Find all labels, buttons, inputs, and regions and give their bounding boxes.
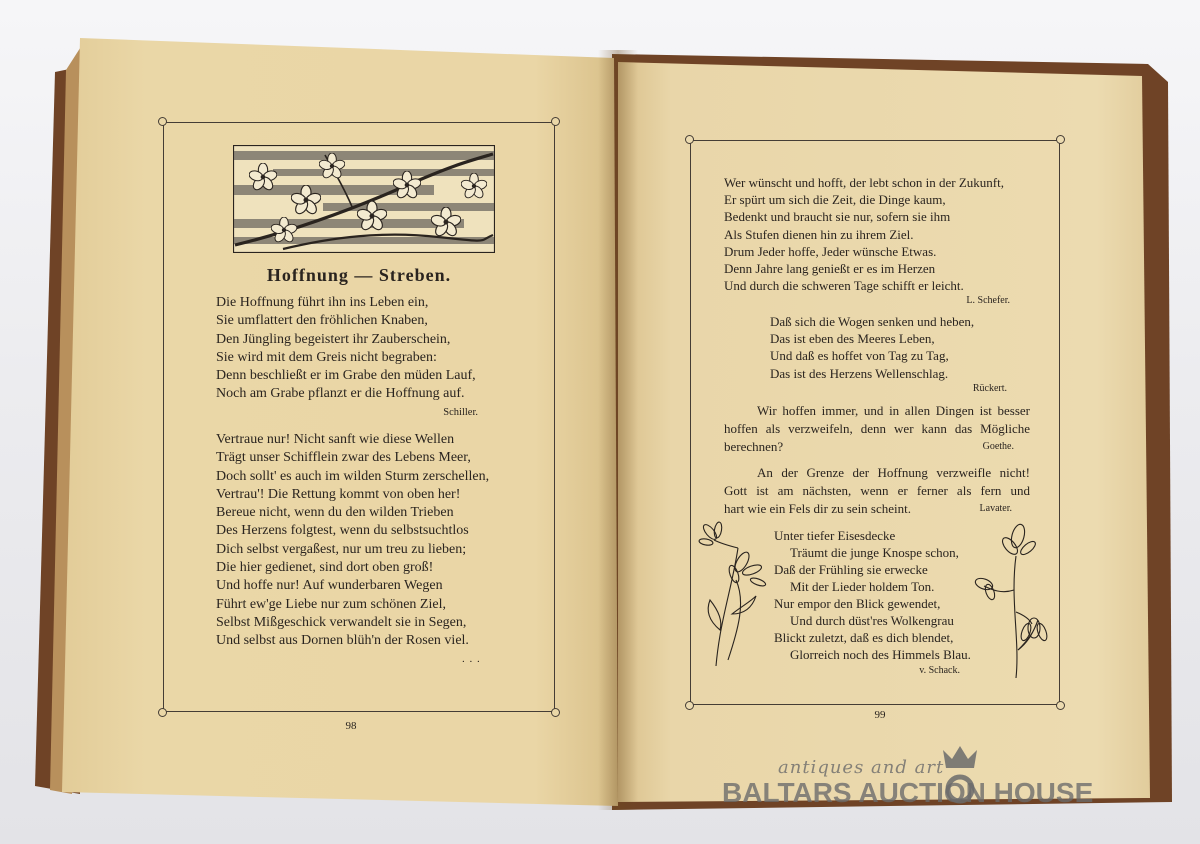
- text-line: Als Stufen dienen hin zu ihrem Ziel.: [724, 226, 914, 242]
- text-line: Vertrau'! Die Rettung kommt von oben her!: [216, 486, 461, 502]
- trust-poem: [216, 431, 516, 651]
- frame-corner-ornament: [1056, 135, 1065, 144]
- flower-bloom: [727, 550, 766, 588]
- text-line: Unter tiefer Eisesdecke: [774, 528, 896, 543]
- goethe-quote: [724, 402, 1030, 456]
- text-line: Und durch düst'res Wolkengrau: [790, 613, 954, 628]
- text-line: berechnen?: [724, 439, 784, 454]
- text-line: Denn beschließt er im Grabe den müden Lauf,: [216, 368, 476, 384]
- blossom-branch-engraving: [233, 145, 495, 253]
- quote-attribution: Lavater.: [979, 503, 1012, 514]
- flower-bloom: [699, 522, 738, 548]
- text-line: Den Jüngling begeistert ihr Zauberschein,: [216, 331, 451, 347]
- crown-shape: [943, 746, 977, 768]
- text-line: hart wie ein Fels dir zu sein scheint.: [724, 501, 912, 516]
- frame-corner-ornament: [551, 117, 560, 126]
- frame-corner-ornament: [551, 708, 560, 717]
- flower-leaf: [732, 596, 756, 614]
- gutter-shadow: [598, 50, 638, 810]
- frame-corner-ornament: [158, 117, 167, 126]
- poem-lines: [216, 431, 516, 651]
- text-line: Bedenkt und braucht sie nur, sofern sie ihm: [724, 209, 951, 225]
- poem-lines: [724, 174, 1024, 294]
- text-line: Und hoffe nur! Auf wunderbaren Wegen: [216, 578, 443, 594]
- text-line: Doch sollt' es auch im wilden Sturm zerschellen,: [216, 468, 490, 484]
- page-number-left: 98: [345, 720, 357, 732]
- watermark-tagline: antiques and art: [778, 757, 945, 778]
- text-line: Er spürt um sich die Zeit, die Dinge kaum,: [724, 192, 946, 208]
- text-line: Sie umflattert den fröhlichen Knaben,: [216, 313, 428, 329]
- text-line: Des Herzens folgtest, wenn du selbstsuchtlos: [216, 523, 469, 539]
- text-line: Nur empor den Blick gewendet,: [774, 596, 941, 611]
- poem-lines: [770, 313, 1010, 382]
- text-line: Mit der Lieder holdem Ton.: [790, 579, 935, 594]
- frame-corner-ornament: [685, 701, 694, 710]
- text-line: Vertraue nur! Nicht sanft wie diese Wellen: [216, 432, 455, 447]
- page-title: Hoffnung — Streben.: [266, 265, 452, 285]
- flower-stem: [728, 580, 741, 660]
- rueckert-poem: [770, 313, 1010, 396]
- text-line: Drum Jeder hoffe, Jeder wünsche Etwas.: [724, 243, 937, 259]
- poem-attribution: Schiller.: [443, 406, 478, 418]
- poem-ellipsis: . . .: [462, 653, 481, 665]
- text-line: Denn Jahre lang genießt er es im Herzen: [724, 261, 936, 277]
- poem-attribution: Rückert.: [972, 382, 1007, 394]
- text-line: Daß der Frühling sie erwecke: [774, 562, 928, 577]
- text-line: Gott ist am nächsten, wenn er ferner als fern und: [724, 483, 1030, 498]
- lavater-quote: [724, 464, 1030, 518]
- logo-ring: [948, 777, 972, 801]
- watermark-name: BALTARS AUCTION HOUSE: [722, 777, 1094, 808]
- text-line: Glorreich noch des Himmels Blau.: [790, 647, 971, 662]
- schefer-poem: [724, 174, 1024, 308]
- frame-corner-ornament: [685, 135, 694, 144]
- crown-logo-icon: [938, 744, 982, 806]
- poem-attribution: v. Schack.: [919, 665, 960, 676]
- text-line: Und daß es hoffet von Tag zu Tag,: [770, 348, 949, 364]
- text-line: Sie wird mit dem Greis nicht begraben:: [216, 349, 437, 365]
- flower-bloom: [974, 576, 997, 601]
- text-line: Noch am Grabe pflanzt er die Hoffnung auf.: [216, 386, 465, 402]
- text-line: Träumt die junge Knospe schon,: [790, 545, 959, 560]
- flower-stem: [1014, 556, 1017, 678]
- schiller-poem: [216, 294, 506, 422]
- flower-leaf: [708, 600, 721, 630]
- flower-bloom: [1000, 523, 1038, 557]
- text-line: Trägt unser Schifflein zwar des Lebens Meer,: [216, 450, 471, 466]
- poem-attribution: L. Schefer.: [966, 295, 1010, 307]
- text-line: Die hier gedienet, sind dort oben groß!: [216, 560, 434, 576]
- text-line: Selbst Mißgeschick verwandelt sie in Segen,: [216, 614, 467, 630]
- text-line: Führt ew'ge Liebe nur zum schönen Ziel,: [216, 596, 446, 612]
- text-line: Das ist des Herzens Wellenschlag.: [770, 365, 949, 381]
- text-line: Wir hoffen immer, und in allen Dingen ist besser: [757, 403, 1030, 418]
- text-line: Dich selbst vergaßest, nur um treu zu lieben;: [216, 541, 467, 557]
- text-line: Und selbst aus Dornen blüh'n der Rosen viel.: [216, 633, 469, 649]
- frame-corner-ornament: [1056, 701, 1065, 710]
- text-line: Daß sich die Wogen senken und heben,: [770, 314, 975, 329]
- snowdrop-drawing-right: [972, 520, 1054, 680]
- flower-stem: [984, 586, 1014, 592]
- text-line: Und durch die schweren Tage schifft er leicht.: [724, 278, 964, 294]
- text-line: An der Grenze der Hoffnung verzweifle nicht!: [757, 465, 1030, 480]
- page-number-right: 99: [874, 709, 886, 721]
- poem-lines: [216, 294, 506, 404]
- text-line: hoffen als verzweifeln, denn wer kann das Mögliche: [724, 421, 1030, 436]
- quote-attribution: Goethe.: [982, 441, 1014, 452]
- snowdrop-drawing-left: [698, 518, 778, 668]
- text-line: Blickt zuletzt, daß es dich blendet,: [774, 630, 954, 645]
- text-line: Wer wünscht und hofft, der lebt schon in der Zukunft,: [724, 175, 1004, 190]
- text-line: Das ist eben des Meeres Leben,: [770, 331, 935, 347]
- frame-corner-ornament: [158, 708, 167, 717]
- text-line: Bereue nicht, wenn du den wilden Trieben: [216, 505, 454, 521]
- text-line: Die Hoffnung führt ihn ins Leben ein,: [216, 295, 429, 310]
